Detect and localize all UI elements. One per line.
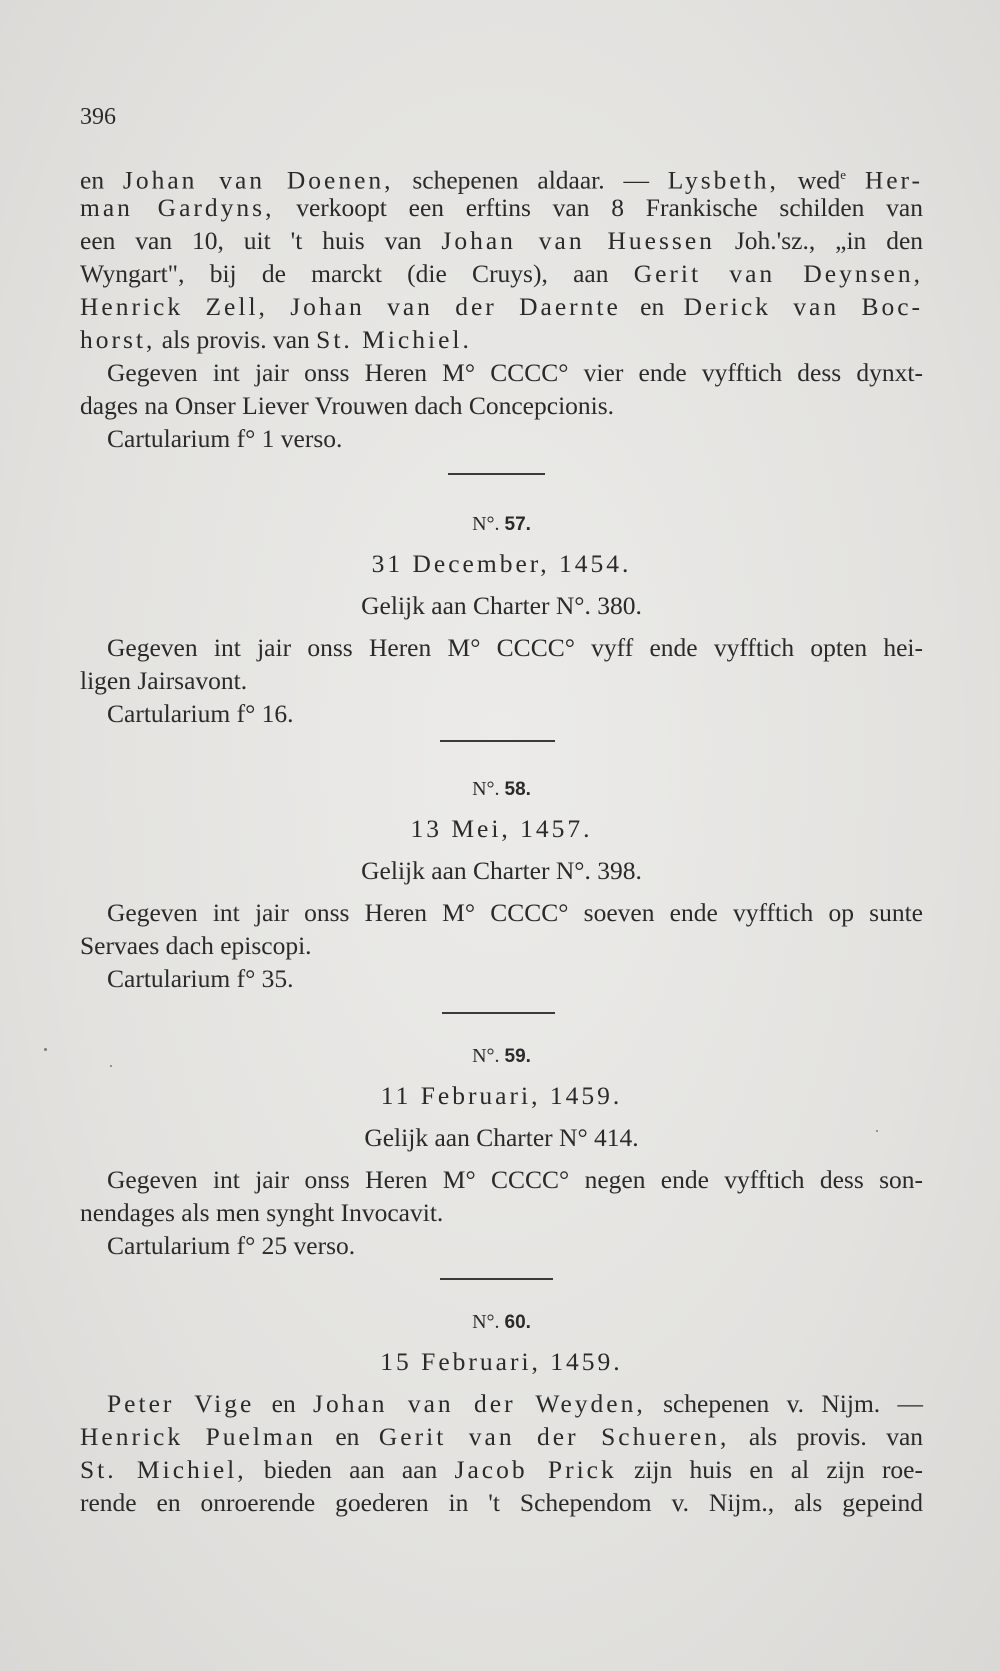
intro-paragraph (80, 158, 923, 455)
cartularium-ref: Cartularium f° 35. (107, 964, 294, 993)
cartularium-ref: Cartularium f° 16. (107, 699, 294, 728)
text-line: Henrick Puelman en Gerit van der Schueren, als provis. van (80, 1422, 924, 1451)
scan-speck (110, 1065, 112, 1067)
section-divider (442, 1012, 555, 1014)
entry-reference: Gelijk aan Charter N°. 380. (361, 591, 642, 620)
entry-58 (80, 775, 923, 995)
text-line: dages na Onser Liever Vrouwen dach Concepcionis. (80, 391, 615, 420)
section-divider (440, 740, 555, 742)
entry-59 (80, 1042, 923, 1262)
entry-number: N°. 57. (472, 513, 531, 535)
text-line: Wyngart", bij de marckt (die Cruys), aan Gerit van Deynsen, (80, 259, 923, 288)
text-line: nendages als men synght Invocavit. (80, 1198, 444, 1227)
text-line: Servaes dach episcopi. (80, 931, 312, 960)
text-line: een van 10, uit 't huis van Johan van Huessen Joh.'sz., „in den (80, 226, 924, 255)
entry-number: N°. 59. (472, 1045, 531, 1067)
entry-date: 11 Februari, 1459. (380, 1081, 623, 1110)
text-line: St. Michiel, bieden aan aan Jacob Prick zijn huis en al zijn roe- (80, 1455, 923, 1484)
scan-speck (44, 1048, 47, 1051)
entry-60 (80, 1308, 923, 1519)
text-line: horst, als provis. van St. Michiel. (80, 325, 472, 354)
scan-speck (876, 1130, 878, 1132)
text-line: Gegeven int jair onss Heren M° CCCC° vyff ende vyfftich opten hei- (107, 633, 923, 662)
cartularium-ref: Cartularium f° 25 verso. (107, 1231, 356, 1260)
text-line: Gegeven int jair onss Heren M° CCCC° vier ende vyfftich dess dynxt- (107, 358, 923, 387)
text-line: Peter Vige en Johan van der Weyden, schepenen v. Nijm. — (107, 1389, 924, 1418)
text-line: rende en onroerende goederen in 't Schependom v. Nijm., als gepeind (80, 1488, 923, 1517)
cartularium-ref: Cartularium f° 1 verso. (107, 424, 343, 453)
section-divider (448, 473, 545, 475)
text-line: en Johan van Doenen, schepenen aldaar. — Lysbeth, wed$^e$ Her- (80, 165, 924, 195)
text-line: ligen Jairsavont. (80, 666, 248, 695)
text-line: Gegeven int jair onss Heren M° CCCC° negen ende vyfftich dess son- (107, 1165, 923, 1194)
section-divider (440, 1278, 553, 1280)
page-number: 396 (80, 104, 116, 130)
entry-57 (80, 510, 923, 730)
text-line: Gegeven int jair onss Heren M° CCCC° soeven ende vyfftich op sunte (107, 898, 923, 927)
text-line: Henrick Zell, Johan van der Daernte en Derick van Boc- (80, 292, 924, 321)
text-line: man Gardyns, verkoopt een erftins van 8 Frankische schilden van (80, 193, 923, 222)
entry-reference: Gelijk aan Charter N°. 398. (361, 856, 642, 885)
entry-number: N°. 60. (472, 1311, 531, 1333)
entry-date: 31 December, 1454. (371, 549, 632, 578)
entry-date: 13 Mei, 1457. (410, 814, 593, 843)
entry-date: 15 Februari, 1459. (380, 1347, 623, 1376)
entry-reference: Gelijk aan Charter N° 414. (364, 1123, 639, 1152)
entry-number: N°. 58. (472, 778, 531, 800)
